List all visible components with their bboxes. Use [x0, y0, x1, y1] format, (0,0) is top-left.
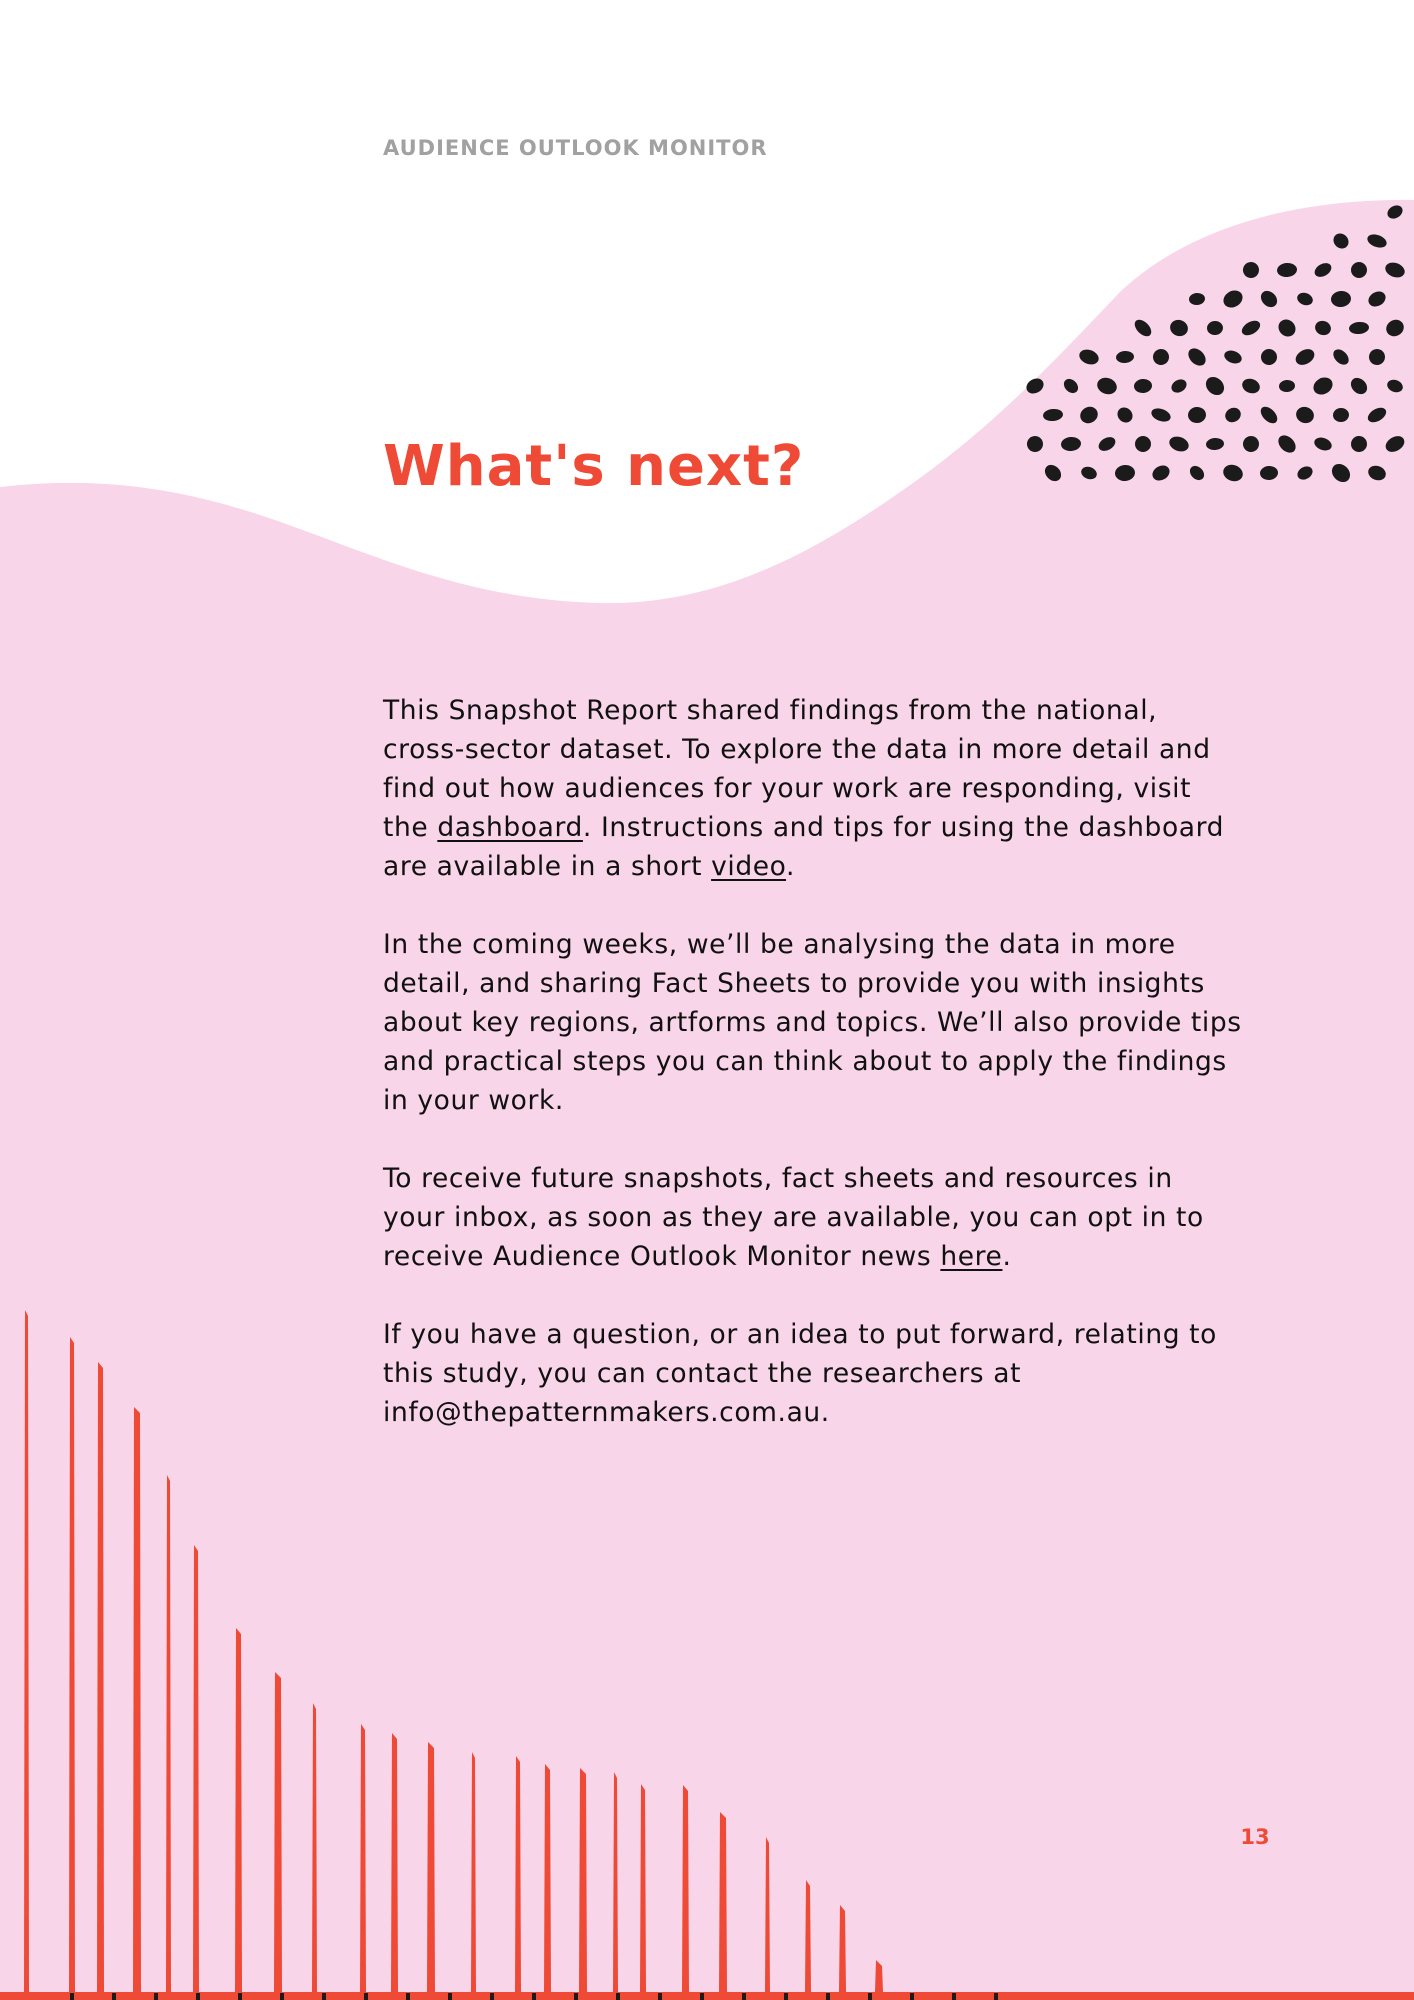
tick-mark [784, 1993, 788, 2000]
tick-mark [280, 1993, 284, 2000]
page-number: 13 [1240, 1825, 1270, 1849]
tick-mark [700, 1993, 704, 2000]
tick-mark [658, 1993, 662, 2000]
tick-mark [532, 1993, 536, 2000]
tick-mark [826, 1993, 830, 2000]
red-stripe [97, 1362, 104, 1992]
paragraph-dashboard [383, 691, 1243, 886]
red-stripe [719, 1812, 727, 1992]
tick-mark [364, 1993, 368, 2000]
tick-mark [994, 1993, 998, 2000]
tick-mark [616, 1993, 620, 2000]
red-stripe [515, 1756, 521, 1992]
red-stripe [69, 1337, 75, 1992]
tick-mark [154, 1993, 158, 2000]
paragraph-text: . Instructions and tips for using the dashboard are available in a short [383, 812, 1225, 882]
tick-mark [406, 1993, 410, 2000]
paragraph-coming-weeks: In the coming weeks, we’ll be analysing the data in more detail, and sharing Fact Sheets to provide you with insights about key regions, artforms and topics. We’ll also provide tips and practical steps you can think about to apply the findings in your work. [383, 929, 1242, 1116]
red-stripe [274, 1672, 282, 1992]
red-stripe [427, 1742, 435, 1992]
paragraph-subscribe [383, 1159, 1243, 1276]
video-link[interactable]: video [711, 851, 787, 882]
red-stripe [544, 1764, 551, 1992]
paragraph-text: . [786, 851, 796, 882]
report-eyebrow: AUDIENCE OUTLOOK MONITOR [383, 136, 768, 160]
tick-mark [952, 1993, 956, 2000]
page-title: What's next? [383, 434, 805, 499]
tick-mark [448, 1993, 452, 2000]
red-stripe [133, 1407, 141, 1992]
tick-mark [910, 1993, 914, 2000]
red-stripe [360, 1724, 366, 1992]
dashboard-link[interactable]: dashboard [437, 812, 583, 843]
paragraph-contact: If you have a question, or an idea to put forward, relating to this study, you can contact the researchers at info@thepatternmakers.com.au. [383, 1319, 1217, 1428]
tick-mark [238, 1993, 242, 2000]
red-stripe [839, 1905, 846, 1992]
red-stripe [235, 1628, 242, 1992]
body-text [383, 691, 1243, 1471]
tick-mark [70, 1993, 74, 2000]
red-stripe [391, 1733, 398, 1992]
paragraph-text: This Snapshot Report shared findings from the national, cross-sector dataset. To explore the data in more detail and find out how audiences for your work are responding, visit the [383, 695, 1211, 843]
red-stripe [805, 1880, 811, 1992]
red-stripe [682, 1785, 689, 1992]
tick-mark [112, 1993, 116, 2000]
tick-mark [322, 1993, 326, 2000]
tick-mark [490, 1993, 494, 2000]
tick-mark [574, 1993, 578, 2000]
paragraph-text: . [1002, 1241, 1012, 1272]
news-signup-link[interactable]: here [940, 1241, 1003, 1272]
tick-mark [868, 1993, 872, 2000]
red-stripe [579, 1768, 587, 1992]
red-stripe [193, 1545, 199, 1992]
tick-mark [196, 1993, 200, 2000]
bottom-red-bar [0, 1992, 1414, 2000]
red-stripe [640, 1784, 646, 1992]
tick-mark [742, 1993, 746, 2000]
paragraph-text: To receive future snapshots, fact sheets and resources in your inbox, as soon as they are available, you can opt in to receive Audience Outlook Monitor news [383, 1163, 1204, 1272]
